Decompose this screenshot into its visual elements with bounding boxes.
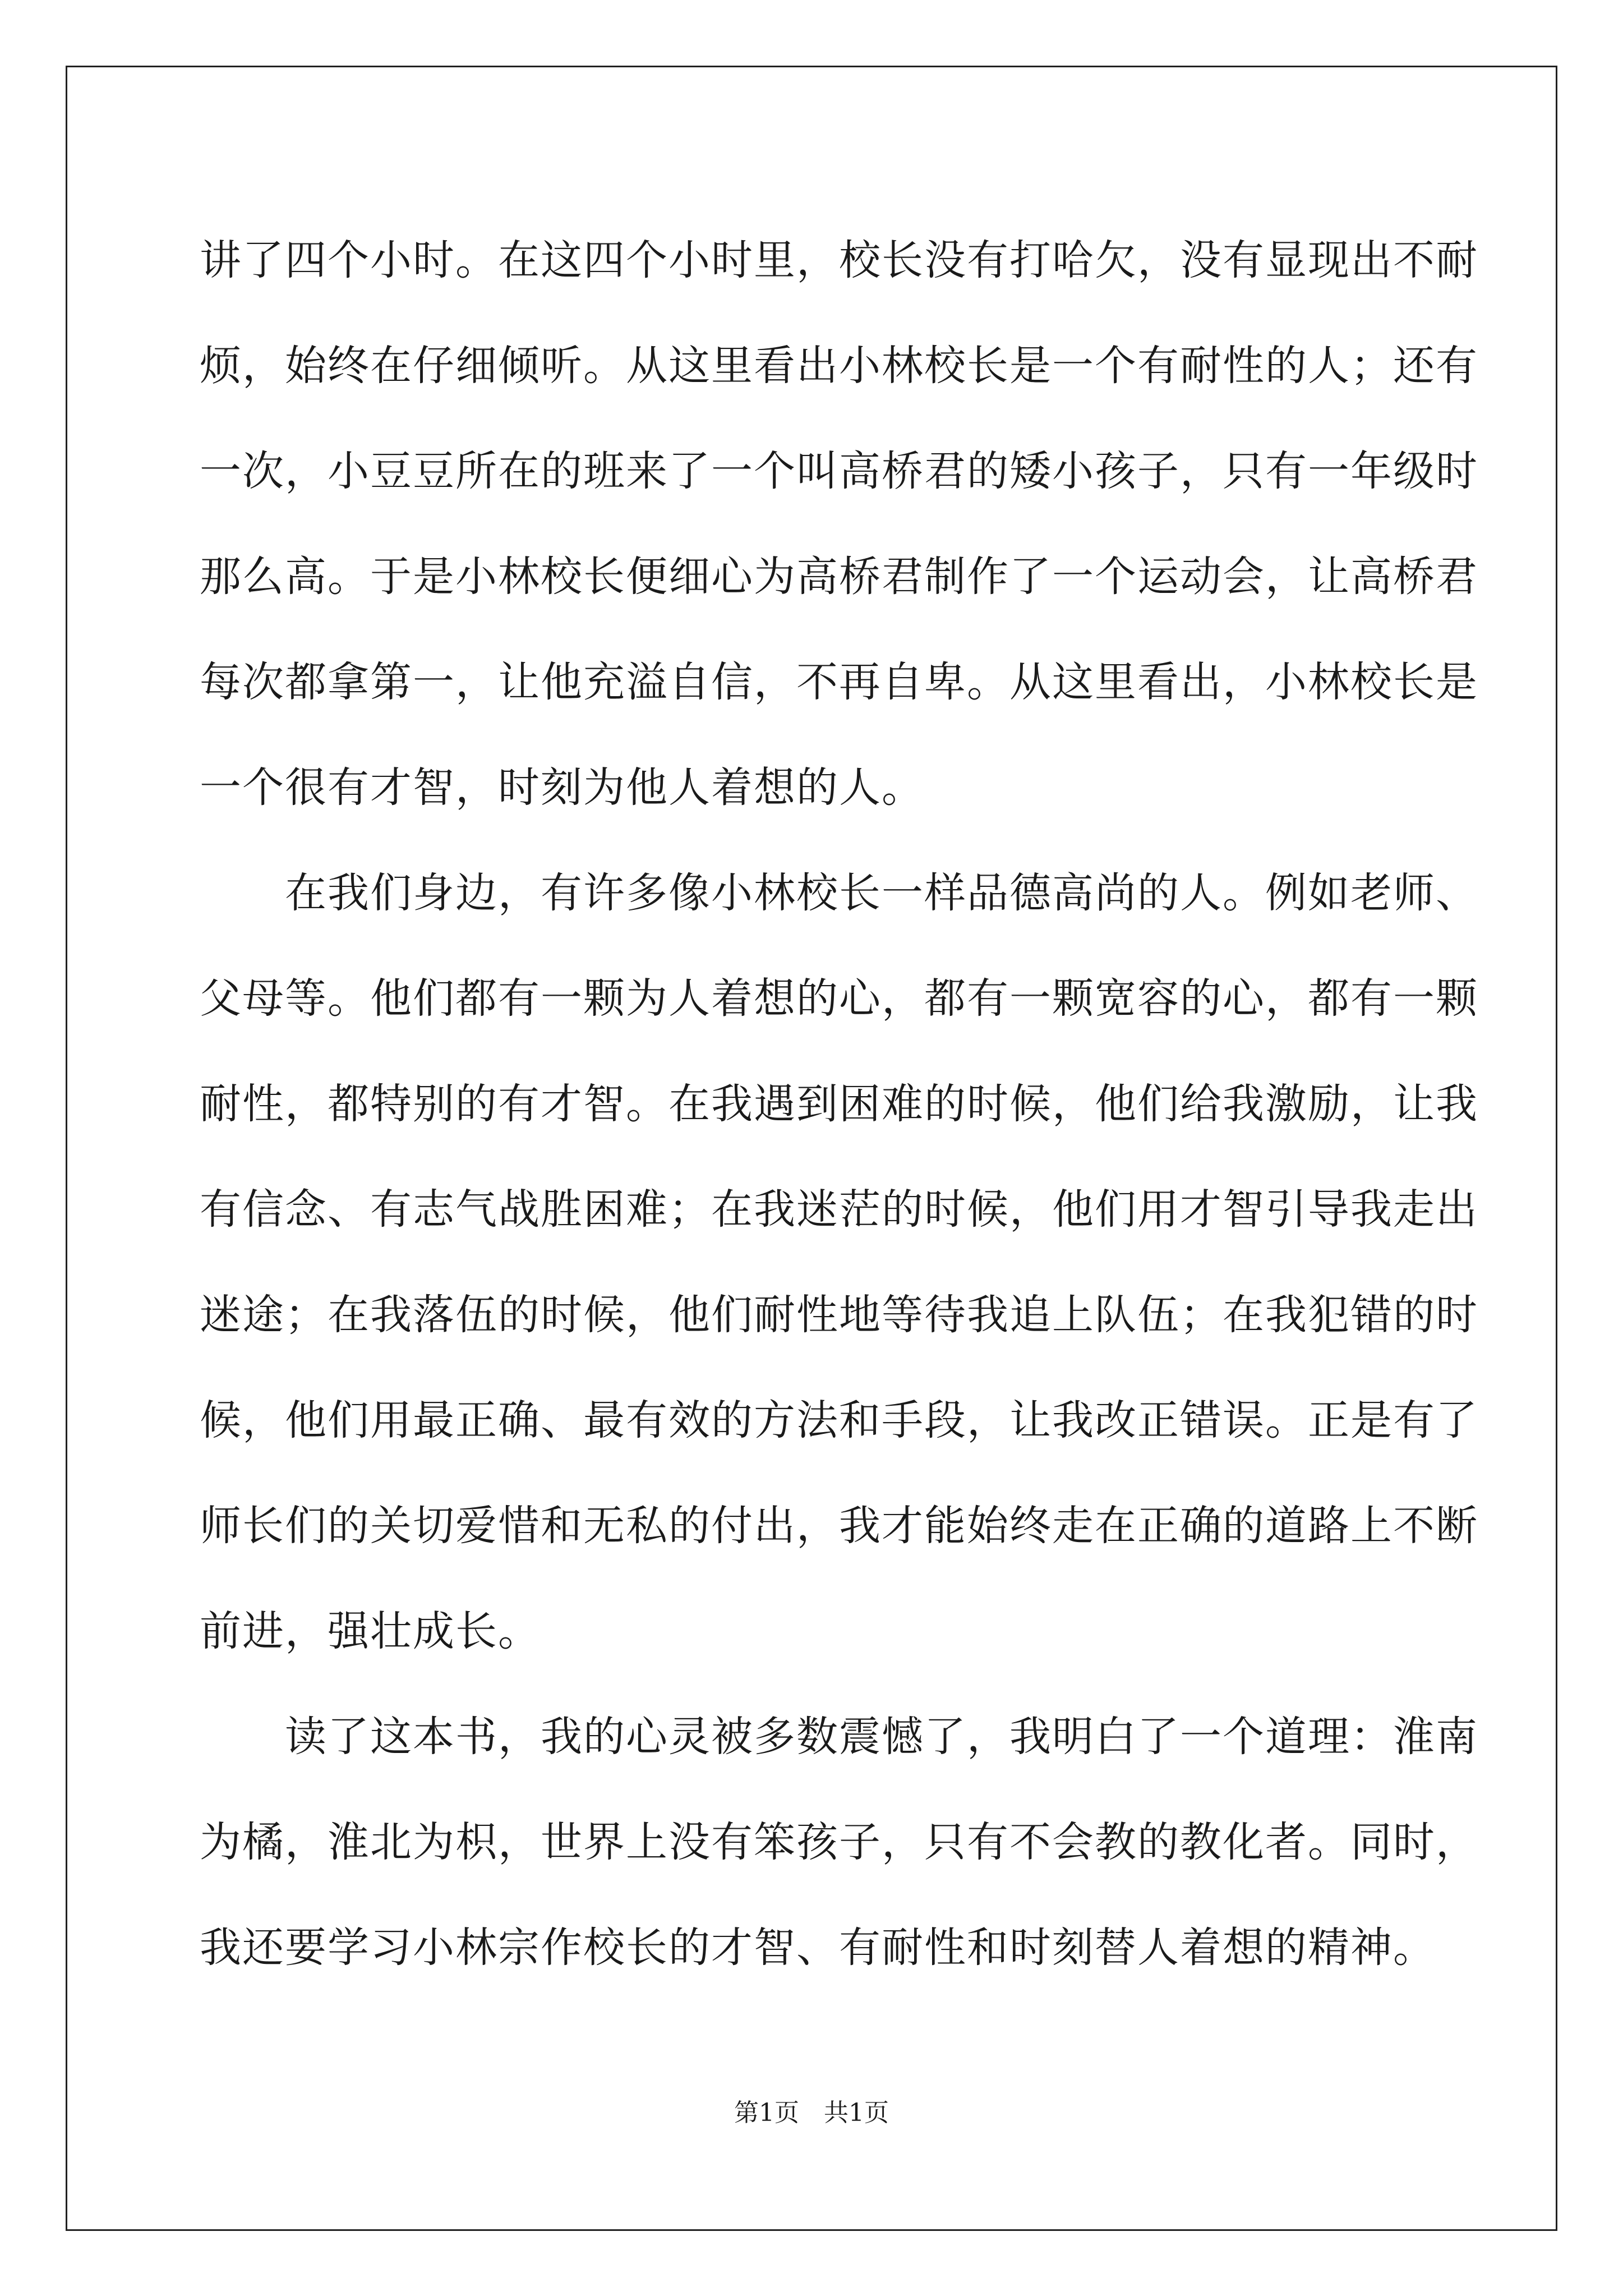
text-line: 候，他们用最正确、最有效的方法和手段，让我改正错误。正是有了 — [200, 1396, 1478, 1444]
text-line: 师长们的关切爱惜和无私的付出，我才能始终走在正确的道路上不断 — [200, 1502, 1478, 1550]
text-line: 讲了四个小时。在这四个小时里，校长没有打哈欠，没有显现出不耐 — [200, 236, 1478, 284]
text-line: 每次都拿第一，让他充溢自信，不再自卑。从这里看出，小林校长是 — [200, 658, 1478, 706]
text-line: 读了这本书，我的心灵被多数震憾了，我明白了一个道理：淮南 — [200, 1713, 1478, 1761]
text-line: 有信念、有志气战胜困难；在我迷茫的时候，他们用才智引导我走出 — [200, 1185, 1478, 1234]
text-line: 那么高。于是小林校长便细心为高桥君制作了一个运动会，让高桥君 — [200, 553, 1478, 601]
text-line: 一个很有才智，时刻为他人着想的人。 — [200, 763, 924, 812]
text-line: 一次，小豆豆所在的班来了一个叫高桥君的矮小孩子，只有一年级时 — [200, 447, 1478, 495]
text-line: 前进，强壮成长。 — [200, 1607, 541, 1655]
text-line: 耐性，都特别的有才智。在我遇到困难的时候，他们给我激励，让我 — [200, 1080, 1478, 1128]
text-line: 烦，始终在仔细倾听。从这里看出小林校长是一个有耐性的人；还有 — [200, 342, 1478, 390]
page-footer: 第1页 共1页 — [734, 2099, 889, 2127]
text-line: 为橘，淮北为枳，世界上没有笨孩子，只有不会教的教化者。同时， — [200, 1818, 1478, 1866]
text-line: 父母等。他们都有一颗为人着想的心，都有一颗宽容的心，都有一颗 — [200, 974, 1478, 1023]
document-body — [200, 208, 1478, 2000]
text-line: 迷途；在我落伍的时候，他们耐性地等待我追上队伍；在我犯错的时 — [200, 1291, 1478, 1339]
text-line: 在我们身边，有许多像小林校长一样品德高尚的人。例如老师、 — [200, 869, 1478, 917]
text-line: 我还要学习小林宗作校长的才智、有耐性和时刻替人着想的精神。 — [200, 1924, 1436, 1972]
